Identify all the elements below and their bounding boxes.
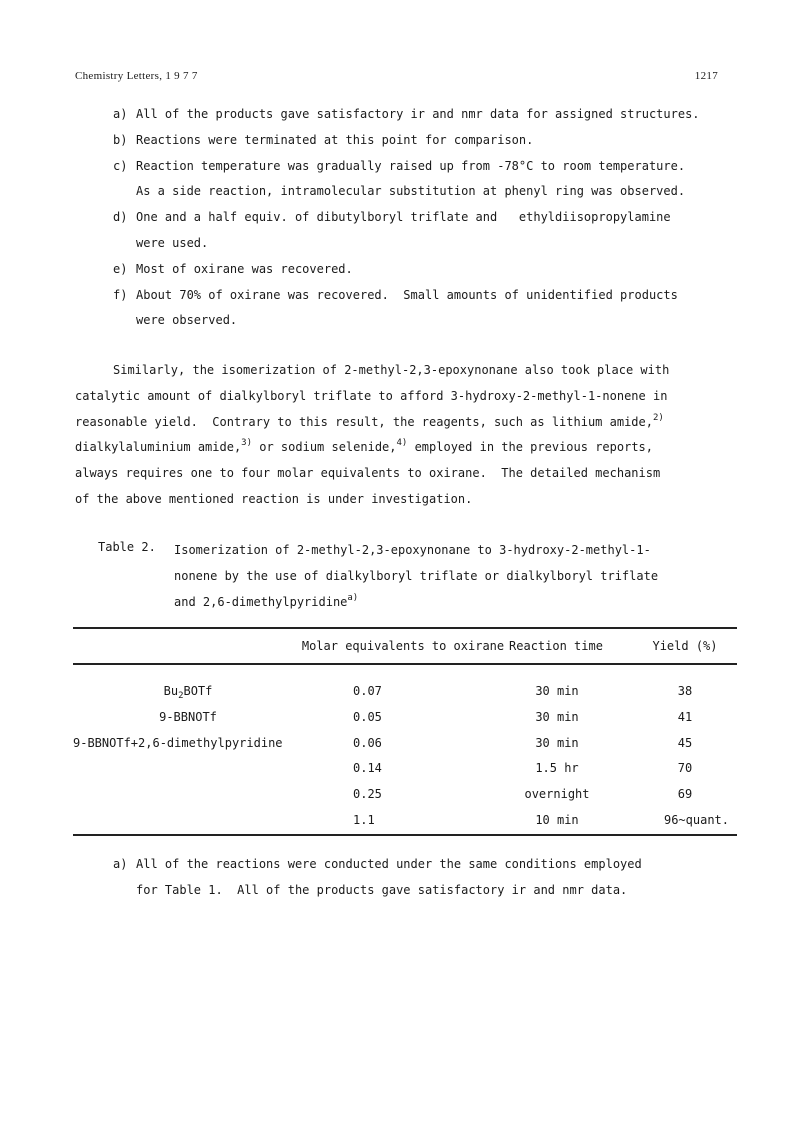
header-molar-equivalents: Molar equivalents to oxirane (301, 639, 505, 653)
yield-cell: 96~quant. (663, 812, 729, 827)
equiv-cell: 0.07 (353, 684, 382, 698)
yield-cell: 38 (677, 684, 693, 698)
footnote-tag: e) (113, 261, 128, 276)
table-row (73, 707, 737, 733)
table-row (73, 758, 737, 784)
time-cell: 1.5 hr (535, 761, 579, 776)
footnote-text: All of the products gave satisfactory ir and nmr data for assigned structures. (136, 107, 700, 121)
footnote-tag: c) (113, 158, 128, 173)
footnote-a (113, 104, 753, 130)
reference-marker: a) (347, 593, 359, 603)
reagent-text: Bu (163, 684, 179, 698)
caption-line (174, 592, 734, 618)
footnote-d-continued (113, 233, 753, 259)
paragraph-line (75, 412, 735, 438)
body-paragraph (75, 360, 735, 515)
reagent-cell (73, 681, 303, 701)
time-cell: 30 min (535, 709, 579, 724)
footnote-c-continued (113, 181, 753, 207)
time-cell: 30 min (535, 684, 579, 698)
footnote-text: One and a half equiv. of dibutylboryl triflate and ethyldiisopropylamine (136, 210, 671, 225)
table-caption-text (174, 540, 734, 618)
paragraph-text: or sodium selenide, (252, 440, 397, 455)
reagent-subscript: 2 (178, 691, 184, 701)
footnote-d (113, 207, 753, 233)
equiv-cell: 0.06 (353, 735, 382, 750)
footnote-text: Reaction temperature was gradually raised up from -78°C to room temperature. (136, 158, 686, 173)
footnote-text: All of the reactions were conducted under the same conditions employed (136, 857, 642, 871)
footnote-b (113, 130, 753, 156)
yield-cell: 70 (677, 761, 693, 776)
paragraph-line: catalytic amount of dialkylboryl triflate to afford 3-hydroxy-2-methyl-1-nonene in (75, 388, 668, 403)
footnote-e (113, 259, 753, 285)
time-cell: 10 min (535, 812, 579, 827)
caption-line: nonene by the use of dialkylboryl triflate or dialkylboryl triflate (174, 569, 659, 583)
header-reaction-time: Reaction time (509, 639, 603, 653)
yield-cell: 69 (677, 787, 693, 802)
time-cell: overnight (524, 787, 590, 802)
table-row (73, 733, 737, 759)
equiv-cell: 0.14 (353, 761, 382, 776)
reference-marker: 2) (652, 412, 664, 423)
table-body (73, 681, 737, 836)
table-row (73, 681, 737, 707)
table-top-rule (73, 627, 737, 629)
footnote-tag: a) (113, 107, 128, 121)
footnote-tag: d) (113, 210, 128, 225)
yield-cell: 41 (677, 709, 693, 724)
header-yield: Yield (%) (652, 639, 718, 653)
table-bottom-rule (73, 834, 737, 836)
page-number: 1217 (694, 70, 718, 82)
caption-text: and 2,6-dimethylpyridine (174, 595, 348, 609)
footnote-line (113, 854, 753, 880)
yield-cell: 45 (677, 735, 693, 750)
reagent-cell: 9-BBNOTf+2,6-dimethylpyridine (73, 735, 283, 750)
footnote-f (113, 285, 753, 311)
table-header-row (73, 636, 737, 656)
paragraph-text: employed in the previous reports, (407, 440, 653, 455)
table-label: Table 2. (98, 540, 156, 554)
reagent-cell: 9-BBNOTf (159, 709, 217, 724)
footnote-text: About 70% of oxirane was recovered. Small amounts of unidentified products (136, 287, 678, 302)
footnote-tag: a) (113, 857, 128, 871)
table-row (73, 784, 737, 810)
paragraph-line: always requires one to four molar equivalents to oxirane. The detailed mechanism (75, 466, 661, 481)
equiv-cell: 0.25 (353, 787, 382, 802)
paragraph-line (75, 437, 735, 463)
footnote-c (113, 156, 753, 182)
footnote-text: Reactions were terminated at this point for comparison. (136, 132, 534, 147)
footnote-text: As a side reaction, intramolecular substitution at phenyl ring was observed. (136, 184, 686, 199)
footnote-text: Most of oxirane was recovered. (136, 261, 353, 276)
footnote-tag: f) (113, 287, 128, 302)
paragraph-line: of the above mentioned reaction is under investigation. (75, 491, 473, 506)
table1-footnotes (113, 104, 753, 336)
reagent-text: BOTf (183, 684, 213, 698)
time-cell: 30 min (535, 735, 579, 750)
table-row (73, 810, 737, 836)
table2-footnote (113, 854, 753, 906)
footnote-text: were used. (136, 235, 209, 250)
equiv-cell: 1.1 (353, 812, 375, 827)
reference-marker: 4) (396, 438, 408, 449)
footnote-text: were observed. (136, 313, 238, 328)
equiv-cell: 0.05 (353, 709, 382, 724)
footnote-line (113, 880, 753, 906)
paragraph-text: reasonable yield. Contrary to this result, the reagents, such as lithium amide, (75, 414, 653, 429)
reference-marker: 3) (241, 438, 253, 449)
footnote-tag: b) (113, 132, 128, 147)
paragraph-text: dialkylaluminium amide, (75, 440, 242, 455)
paragraph-line: Similarly, the isomerization of 2-methyl-2,3-epoxynonane also took place with (113, 363, 670, 377)
caption-line: Isomerization of 2-methyl-2,3-epoxynonane to 3-hydroxy-2-methyl-1- (174, 543, 651, 557)
journal-name: Chemistry Letters, 1 9 7 7 (75, 70, 198, 82)
footnote-text: for Table 1. All of the products gave satisfactory ir and nmr data. (136, 883, 628, 897)
table-header-rule (73, 663, 737, 665)
footnote-f-continued (113, 310, 753, 336)
